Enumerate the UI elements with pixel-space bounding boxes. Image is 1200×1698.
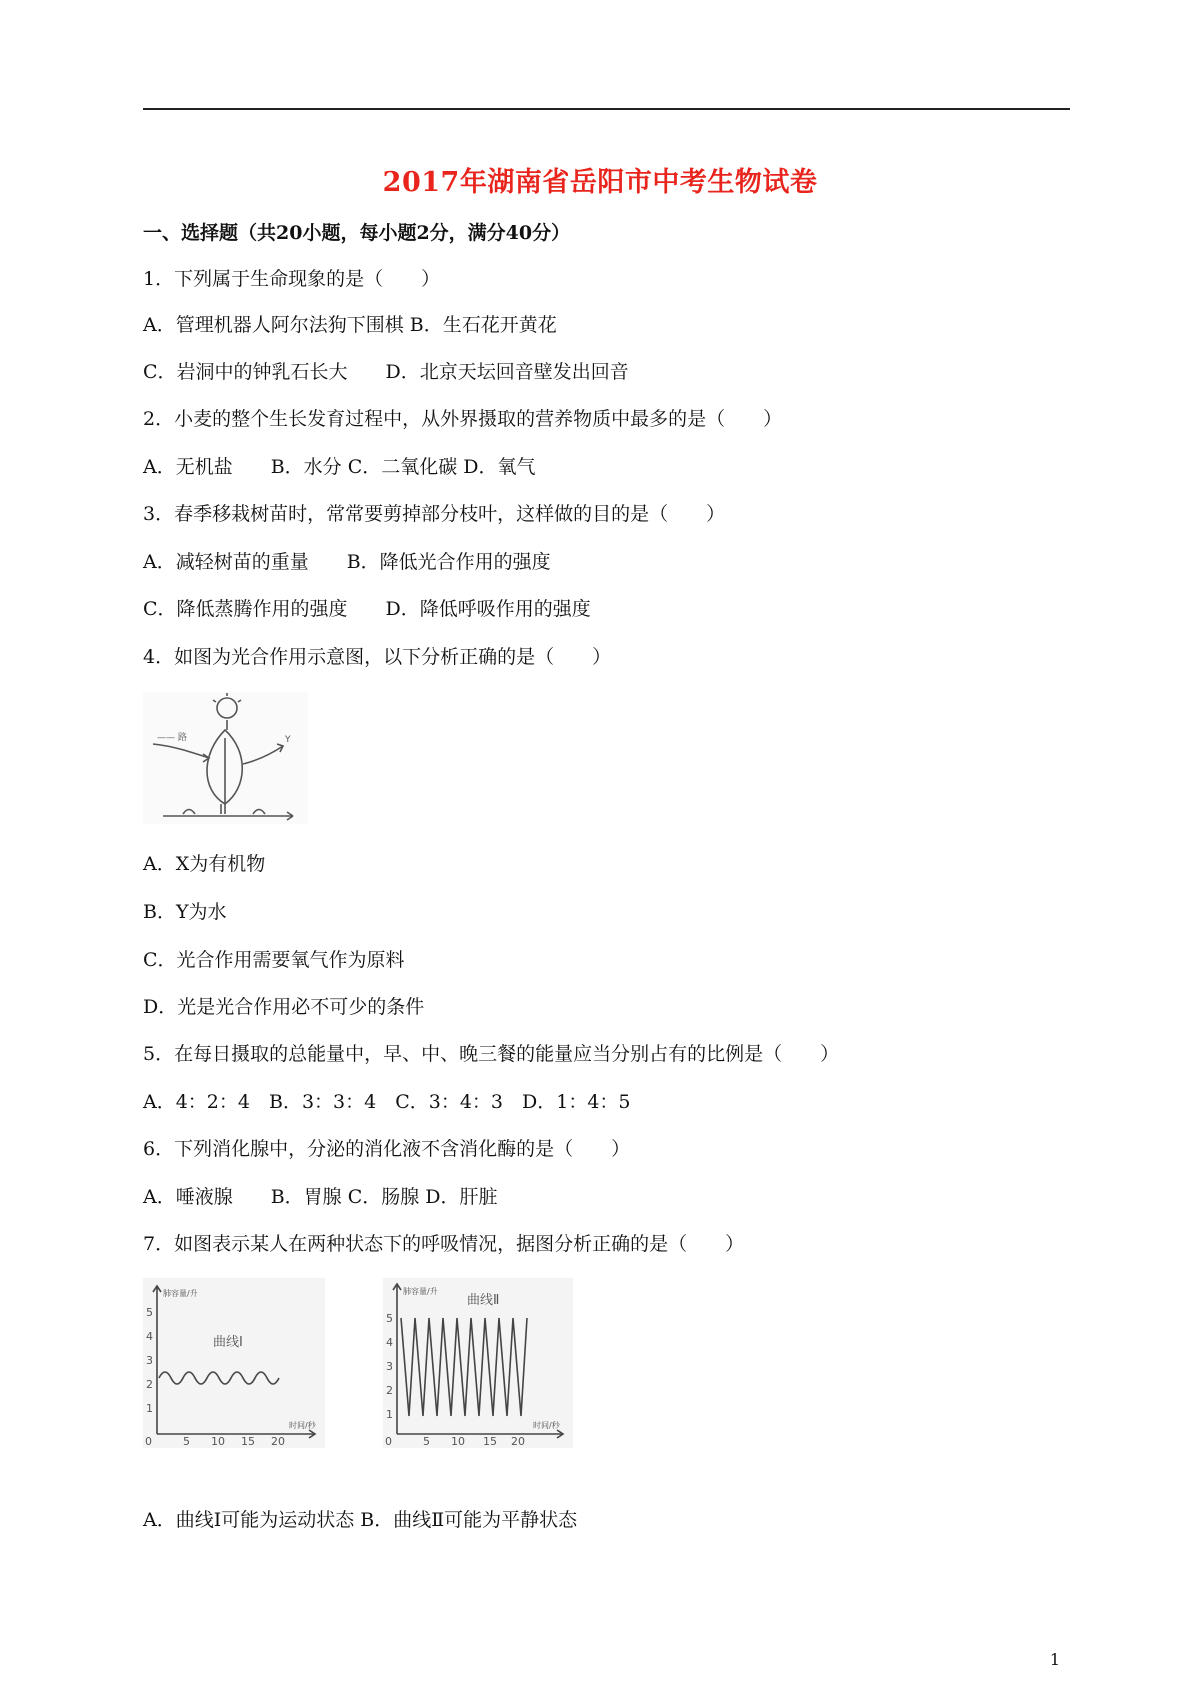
y-tick: 1 [386,1408,393,1421]
q5-options: A．4：2：4 B．3：3：4 C．3：4：3 D．1：4：5 [143,1091,631,1113]
q3-options-row2: C．降低蒸腾作用的强度 D．降低呼吸作用的强度 [143,598,591,620]
curve-2-label: 曲线Ⅱ [467,1293,500,1308]
svg-text:时间/秒: 时间/秒 [289,1421,316,1430]
x-tick: 5 [183,1435,190,1448]
x-tick: 5 [423,1435,430,1448]
q1-options-row1: A．管理机器人阿尔法狗下围棋 B．生石花开黄花 [143,314,557,336]
q1-stem: 1．下列属于生命现象的是（ ） [143,268,441,290]
y-tick: 4 [386,1336,393,1349]
x-tick: 0 [385,1435,392,1448]
y-tick: 2 [146,1378,153,1391]
q3-stem: 3．春季移栽树苗时，常常要剪掉部分枝叶，这样做的目的是（ ） [143,503,726,525]
x-tick: 10 [451,1435,465,1448]
breathing-chart-1 [143,1278,325,1448]
svg-text:肺容量/升: 肺容量/升 [403,1287,438,1296]
y-tick: 4 [146,1330,153,1343]
svg-text:时间/秒: 时间/秒 [533,1421,560,1430]
x-tick: 20 [511,1435,525,1448]
q4-option-b: B．Y为水 [143,901,227,923]
section-heading: 一、选择题（共20小题，每小题2分，满分40分） [143,222,571,244]
y-tick: 3 [386,1360,393,1373]
y-tick: 2 [386,1384,393,1397]
q7-stem: 7．如图表示某人在两种状态下的呼吸情况，据图分析正确的是（ ） [143,1233,745,1255]
q5-stem: 5．在每日摄取的总能量中，早、中、晚三餐的能量应当分别占有的比例是（ ） [143,1043,840,1065]
y-tick: 1 [146,1402,153,1415]
q4-stem: 4．如图为光合作用示意图，以下分析正确的是（ ） [143,646,612,668]
page-number: 1 [1049,1650,1060,1669]
q4-option-a: A．X为有机物 [143,853,266,875]
svg-text:Y: Y [285,735,291,745]
q1-options-row2: C．岩洞中的钟乳石长大 D．北京天坛回音壁发出回音 [143,361,629,383]
q4-option-c: C．光合作用需要氧气作为原料 [143,949,405,971]
x-tick: 0 [145,1435,152,1448]
x-tick: 20 [271,1435,285,1448]
curve-1-label: 曲线Ⅰ [213,1335,243,1350]
y-tick: 5 [146,1306,153,1319]
q6-options: A．唾液腺 B．胃腺 C．肠腺 D．肝脏 [143,1186,498,1208]
q2-stem: 2．小麦的整个生长发育过程中，从外界摄取的营养物质中最多的是（ ） [143,408,783,430]
photosynthesis-diagram [143,692,308,824]
y-tick: 5 [386,1312,393,1325]
svg-text:—— 路: —— 路 [157,733,187,743]
x-tick: 15 [241,1435,255,1448]
y-tick: 3 [146,1354,153,1367]
q2-options: A．无机盐 B．水分 C．二氧化碳 D．氧气 [143,456,536,478]
q4-option-d: D．光是光合作用必不可少的条件 [143,996,425,1018]
q7-options: A．曲线Ⅰ可能为运动状态 B．曲线Ⅱ可能为平静状态 [143,1509,578,1531]
header-rule [143,108,1070,110]
x-tick: 15 [483,1435,497,1448]
breathing-chart-2 [383,1278,573,1448]
page-title: 2017年湖南省岳阳市中考生物试卷 [382,167,818,198]
q6-stem: 6．下列消化腺中，分泌的消化液不含消化酶的是（ ） [143,1138,631,1160]
x-tick: 10 [211,1435,225,1448]
q3-options-row1: A．减轻树苗的重量 B．降低光合作用的强度 [143,551,551,573]
svg-text:肺容量/升: 肺容量/升 [163,1289,198,1298]
